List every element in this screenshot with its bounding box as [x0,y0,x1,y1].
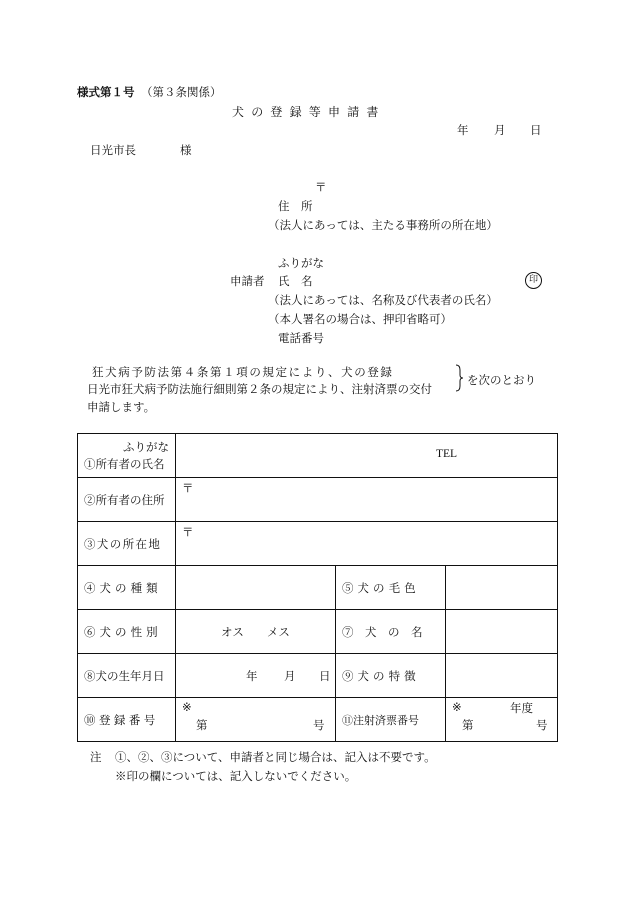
tag-nendo-label: 年度 [510,701,533,715]
owner-address-input[interactable] [176,478,558,522]
statement-suffix: を次のとおり [467,373,536,387]
birth-month-label: 月 [284,669,296,683]
phone-label: 電話番号 [278,331,324,345]
registration-table [77,433,558,742]
reg-gou-label: 号 [313,718,325,732]
dog-breed-label: ④犬の種類 [78,566,176,610]
dog-color-label: ⑤犬の毛色 [336,566,446,610]
dog-name-input[interactable] [446,610,558,654]
note-1: ①、②、③について、申請者と同じ場合は、記入は不要です。 [115,750,436,764]
dog-breed-input[interactable] [176,566,336,610]
form-relation: （第３条関係） [141,85,222,99]
statement-line-1: 狂犬病予防法第４条第１項の規定により、犬の登録 [92,365,394,379]
owner-name-label: ①所有者の氏名 [84,456,165,471]
statement-line-3: 申請します。 [87,400,156,414]
reg-dai-label: 第 [196,718,208,732]
table-row [78,522,558,566]
table-row [78,610,558,654]
addressee: 日光市長 [90,143,136,157]
table-row [78,478,558,522]
table-row [78,654,558,698]
name-note-corporate: （法人にあっては、名称及び代表者の氏名） [268,293,498,307]
brace-icon [455,364,463,392]
seal-mark: 印 [525,272,542,289]
table-row [78,434,558,478]
table-row [78,566,558,610]
birth-year-label: 年 [246,669,258,683]
reg-number-label: ⑩登録番号 [78,698,176,742]
owner-address-postal-mark: 〒 [182,481,194,495]
address-note: （法人にあっては、主たる事務所の所在地） [268,218,498,232]
note-2: ※印の欄については、記入しないでください。 [115,769,357,783]
furigana-label: ふりがな [278,256,324,270]
dog-sex-options[interactable]: オス メス [176,610,336,654]
owner-name-label-cell [78,434,176,478]
dog-name-label: ⑦犬の名 [336,610,446,654]
tag-dai-label: 第 [462,718,474,732]
dog-color-input[interactable] [446,566,558,610]
dog-birth-label: ⑧犬の生年月日 [78,654,176,698]
tel-label: TEL [436,448,458,460]
reg-asterisk: ※ [182,700,192,714]
date-day-label: 日 [530,123,542,137]
name-label: 氏 名 [278,274,313,288]
table-row [78,698,558,742]
tag-asterisk: ※ [452,700,462,714]
dog-sex-label: ⑥犬の性別 [78,610,176,654]
postal-mark: 〒 [315,180,327,194]
dog-location-input[interactable] [176,522,558,566]
honorific: 様 [180,143,192,157]
dog-features-input[interactable] [446,654,558,698]
form-number: 様式第１号 [77,85,135,99]
address-label: 住 所 [278,199,313,213]
reg-number-input[interactable] [176,698,336,742]
date-month-label: 月 [494,123,506,137]
name-note-signature: （本人署名の場合は、押印省略可） [268,312,452,326]
applicant-label: 申請者 [230,274,265,288]
furigana-cell-label: ふりがな [123,439,169,454]
dog-birth-input[interactable] [176,654,336,698]
owner-name-input[interactable] [176,434,558,478]
dog-location-postal-mark: 〒 [182,525,194,539]
dog-location-label: ③犬の所在地 [78,522,176,566]
date-year-label: 年 [457,123,469,137]
birth-day-label: 日 [319,669,331,683]
tag-number-label: ⑪注射済票番号 [336,698,446,742]
note-prefix: 注 [90,750,102,764]
tag-number-input[interactable] [446,698,558,742]
page-title: 犬の登録等申請書 [232,105,386,119]
statement-line-2: 日光市狂犬病予防法施行細則第２条の規定により、注射済票の交付 [87,382,432,396]
owner-address-label: ②所有者の住所 [78,478,176,522]
tag-gou-label: 号 [536,718,548,732]
dog-features-label: ⑨犬の特徴 [336,654,446,698]
